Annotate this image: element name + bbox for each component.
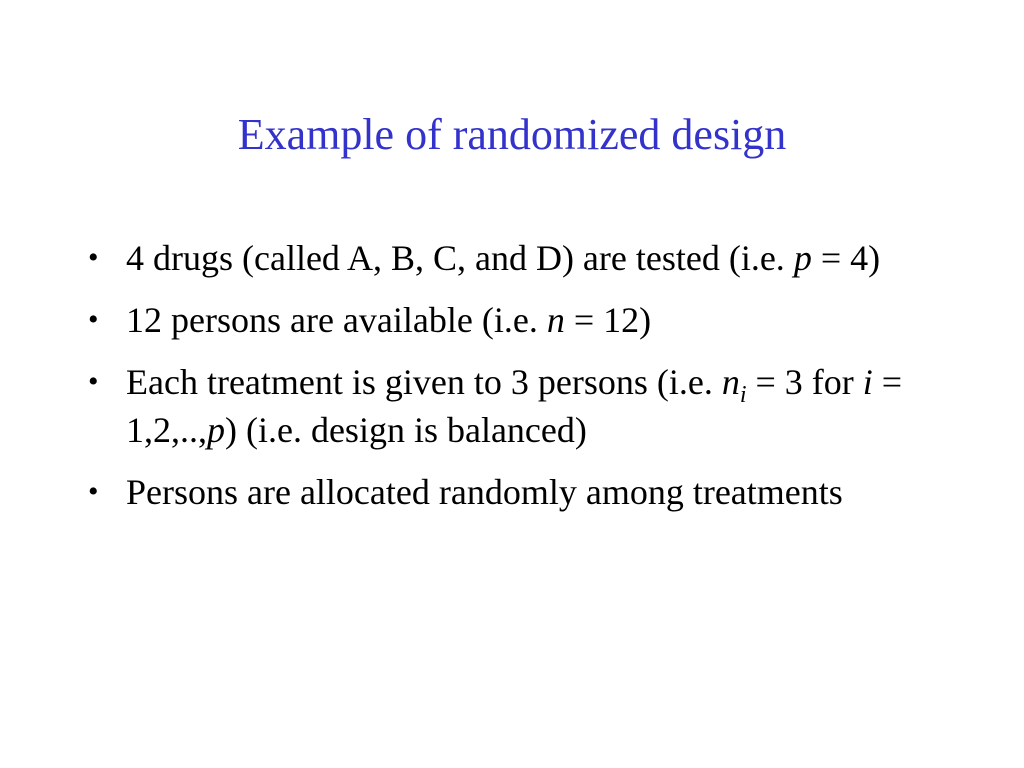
slide-title: Example of randomized design [237, 110, 787, 159]
math-var-i: i [862, 362, 873, 402]
bullet-list [88, 234, 948, 530]
math-subscript-i: i [739, 382, 747, 409]
bullet-item-drugs [88, 234, 948, 282]
bullet-item-persons [88, 296, 948, 344]
bullet-item-treatment [88, 358, 948, 454]
bullet-marker: • [88, 475, 99, 508]
bullet-text: 4 drugs (called A, B, C, and D) are tested (i.e. p = 4) [126, 238, 881, 278]
bullet-marker: • [88, 241, 99, 274]
bullet-text: Each treatment is given to 3 persons (i.e. $n_i = 3$ for i = 1,2,..,p) (i.e. design is balanced) [126, 362, 903, 450]
bullet-item-allocation [88, 468, 948, 516]
math-var-p: p [207, 410, 225, 450]
bullet-marker: • [88, 365, 99, 398]
math-var-n: n [546, 300, 565, 340]
bullet-marker: • [88, 303, 99, 336]
math-var-p: p [793, 238, 812, 278]
math-var-n: n [721, 362, 740, 402]
bullet-text: 12 persons are available (i.e. n = 12) [126, 300, 652, 340]
bullet-text: Persons are allocated randomly among treatments [126, 472, 843, 512]
